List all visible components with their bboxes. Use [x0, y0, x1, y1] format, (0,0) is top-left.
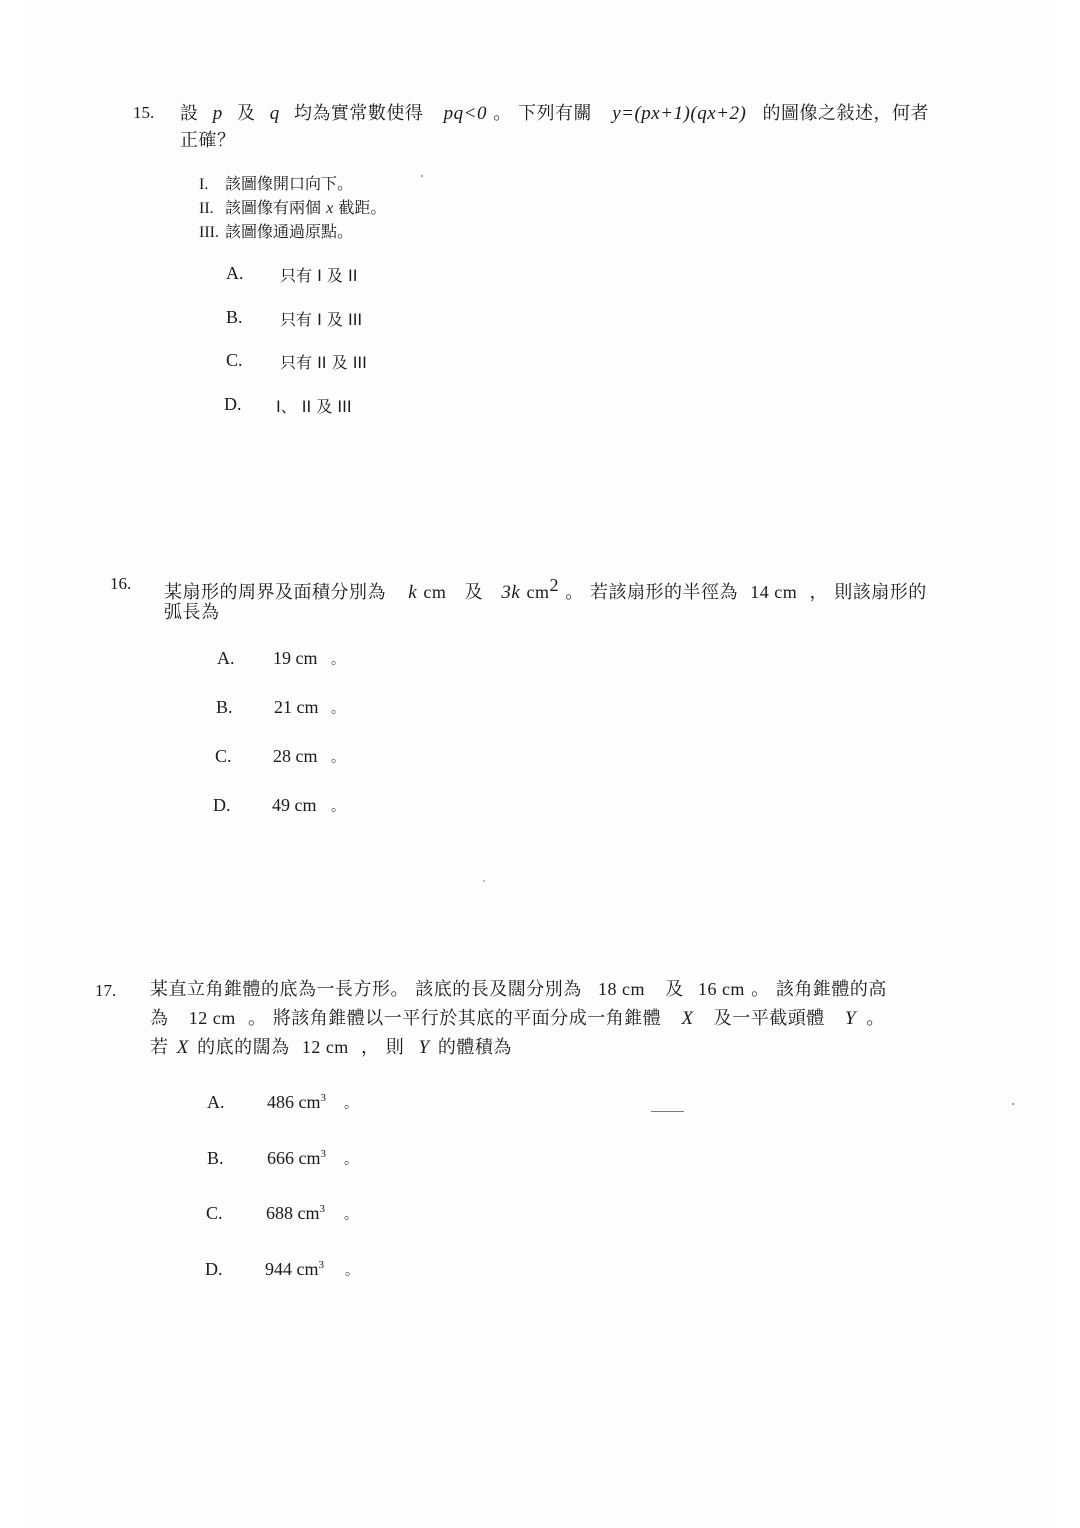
width-value: 12 cm	[301, 1037, 349, 1057]
option-label: A.	[226, 263, 244, 283]
scan-artifact-dash	[651, 1111, 684, 1112]
math-3k: 3k	[501, 582, 521, 603]
option-label: D.	[224, 394, 242, 414]
question-stem-line-2: 弧長為	[164, 602, 220, 623]
scan-artifact-dot	[421, 175, 423, 177]
math-equation: y=(px+1)(qx+2)	[612, 103, 747, 124]
roman-numeral: III.	[199, 224, 219, 241]
question-number: 17.	[95, 981, 117, 1000]
question-stem-line-2: 正確？	[180, 130, 236, 151]
length-value: 18 cm	[597, 979, 645, 999]
math-var-Y: Y	[845, 1008, 857, 1029]
superscript: 3	[320, 1092, 326, 1104]
option-text: 只有 I 及 II	[280, 266, 358, 285]
option-label: A.	[207, 1092, 225, 1112]
statement-ii	[199, 196, 386, 220]
math-var-p: p	[212, 103, 223, 124]
option-value: 49 cm	[272, 795, 317, 815]
question-stem-line-1	[180, 100, 929, 128]
statement-i	[199, 172, 386, 196]
superscript: 3	[318, 1259, 324, 1271]
statement-text: 該圖像開口向下。	[225, 174, 354, 193]
unit-cm: cm	[423, 582, 447, 602]
stem-text: 某扇形的周界及面積分別為	[164, 582, 386, 603]
stem-text: 。 該角錐體的高	[751, 979, 887, 1000]
height-value: 12 cm	[188, 1008, 236, 1028]
option-value: 944 cm	[265, 1259, 319, 1279]
stem-text: 為	[150, 1008, 169, 1029]
stem-text: 及	[236, 103, 256, 124]
roman-numeral: I.	[199, 176, 209, 193]
option-value: 21 cm	[274, 697, 319, 717]
statement-text: 截距。	[338, 198, 387, 217]
option-label: A.	[217, 648, 235, 668]
stem-text: 及一平截頭體	[713, 1008, 825, 1029]
period: 。	[331, 652, 345, 668]
option-label: D.	[205, 1259, 223, 1279]
math-inequality: pq<0	[443, 103, 487, 124]
stem-text: 若	[150, 1037, 169, 1058]
period: 。	[331, 750, 345, 766]
math-var-Y: Y	[418, 1037, 430, 1058]
question-stem-line-1	[164, 571, 927, 607]
superscript: 3	[320, 1148, 326, 1160]
stem-text: 。 下列有關	[493, 103, 592, 124]
scan-artifact-dot	[1012, 1103, 1014, 1105]
stem-text: ， 則	[361, 1037, 405, 1058]
option-text: 只有 I 及 III	[280, 310, 363, 329]
unit-cm: cm	[526, 582, 550, 602]
stem-text: 的底的闊為	[197, 1037, 290, 1058]
option-label: B.	[216, 697, 233, 717]
option-label: C.	[206, 1203, 223, 1223]
stem-text: 及	[464, 582, 484, 603]
question-number: 16.	[110, 574, 132, 593]
period: 。	[344, 1096, 358, 1112]
statement-text: 該圖像通過原點。	[225, 222, 354, 241]
statement-text: 該圖像有兩個	[225, 198, 322, 217]
option-label: B.	[226, 307, 243, 327]
radius-value: 14 cm	[750, 582, 798, 602]
option-value: 19 cm	[273, 648, 318, 668]
period: 。	[344, 1207, 358, 1223]
width-value: 16 cm	[697, 979, 745, 999]
stem-text: 的體積為	[437, 1037, 512, 1058]
stem-text: 及	[665, 979, 684, 1000]
stem-text: 。	[866, 1008, 885, 1029]
option-label: D.	[213, 795, 231, 815]
option-label: C.	[215, 746, 232, 766]
option-value: 666 cm	[267, 1148, 321, 1168]
question-number: 15.	[133, 103, 155, 122]
option-text: 只有 II 及 III	[280, 353, 367, 372]
superscript: 3	[319, 1203, 325, 1215]
question-stem-line-2	[150, 1004, 885, 1033]
stem-text: 某直立角錐體的底為一長方形。 該底的長及闊分別為	[150, 979, 582, 1000]
period: 。	[331, 799, 345, 815]
math-var-x: x	[326, 200, 334, 217]
roman-numeral: II.	[199, 200, 214, 217]
math-var-q: q	[269, 103, 280, 124]
stem-text: 。 將該角錐體以一平行於其底的平面分成一角錐體	[247, 1008, 662, 1029]
exam-page	[28, 0, 1052, 1528]
option-value: 28 cm	[273, 746, 318, 766]
math-var-X: X	[681, 1008, 694, 1029]
stem-text: 的圖像之敍述，何者	[762, 103, 930, 124]
superscript: 2	[549, 575, 560, 595]
question-stem-line-3	[150, 1033, 512, 1062]
stem-text: 均為實常數使得	[293, 103, 424, 124]
scan-artifact-dot	[483, 880, 485, 882]
period: 。	[345, 1263, 359, 1279]
period: 。	[331, 701, 345, 717]
stem-text: 。 若該扇形的半徑為	[565, 582, 739, 603]
statement-list	[199, 172, 386, 244]
option-label: B.	[207, 1148, 224, 1168]
statement-iii	[199, 220, 386, 244]
math-var-k: k	[408, 582, 418, 603]
option-value: 486 cm	[267, 1092, 321, 1112]
stem-text: ， 則該扇形的	[809, 582, 927, 603]
option-value: 688 cm	[266, 1203, 320, 1223]
math-var-X: X	[176, 1037, 189, 1058]
option-text: I、 II 及 III	[276, 397, 352, 416]
period: 。	[344, 1152, 358, 1168]
stem-text: 設	[180, 103, 199, 124]
question-stem-line-1	[150, 975, 887, 1004]
option-label: C.	[226, 350, 243, 370]
